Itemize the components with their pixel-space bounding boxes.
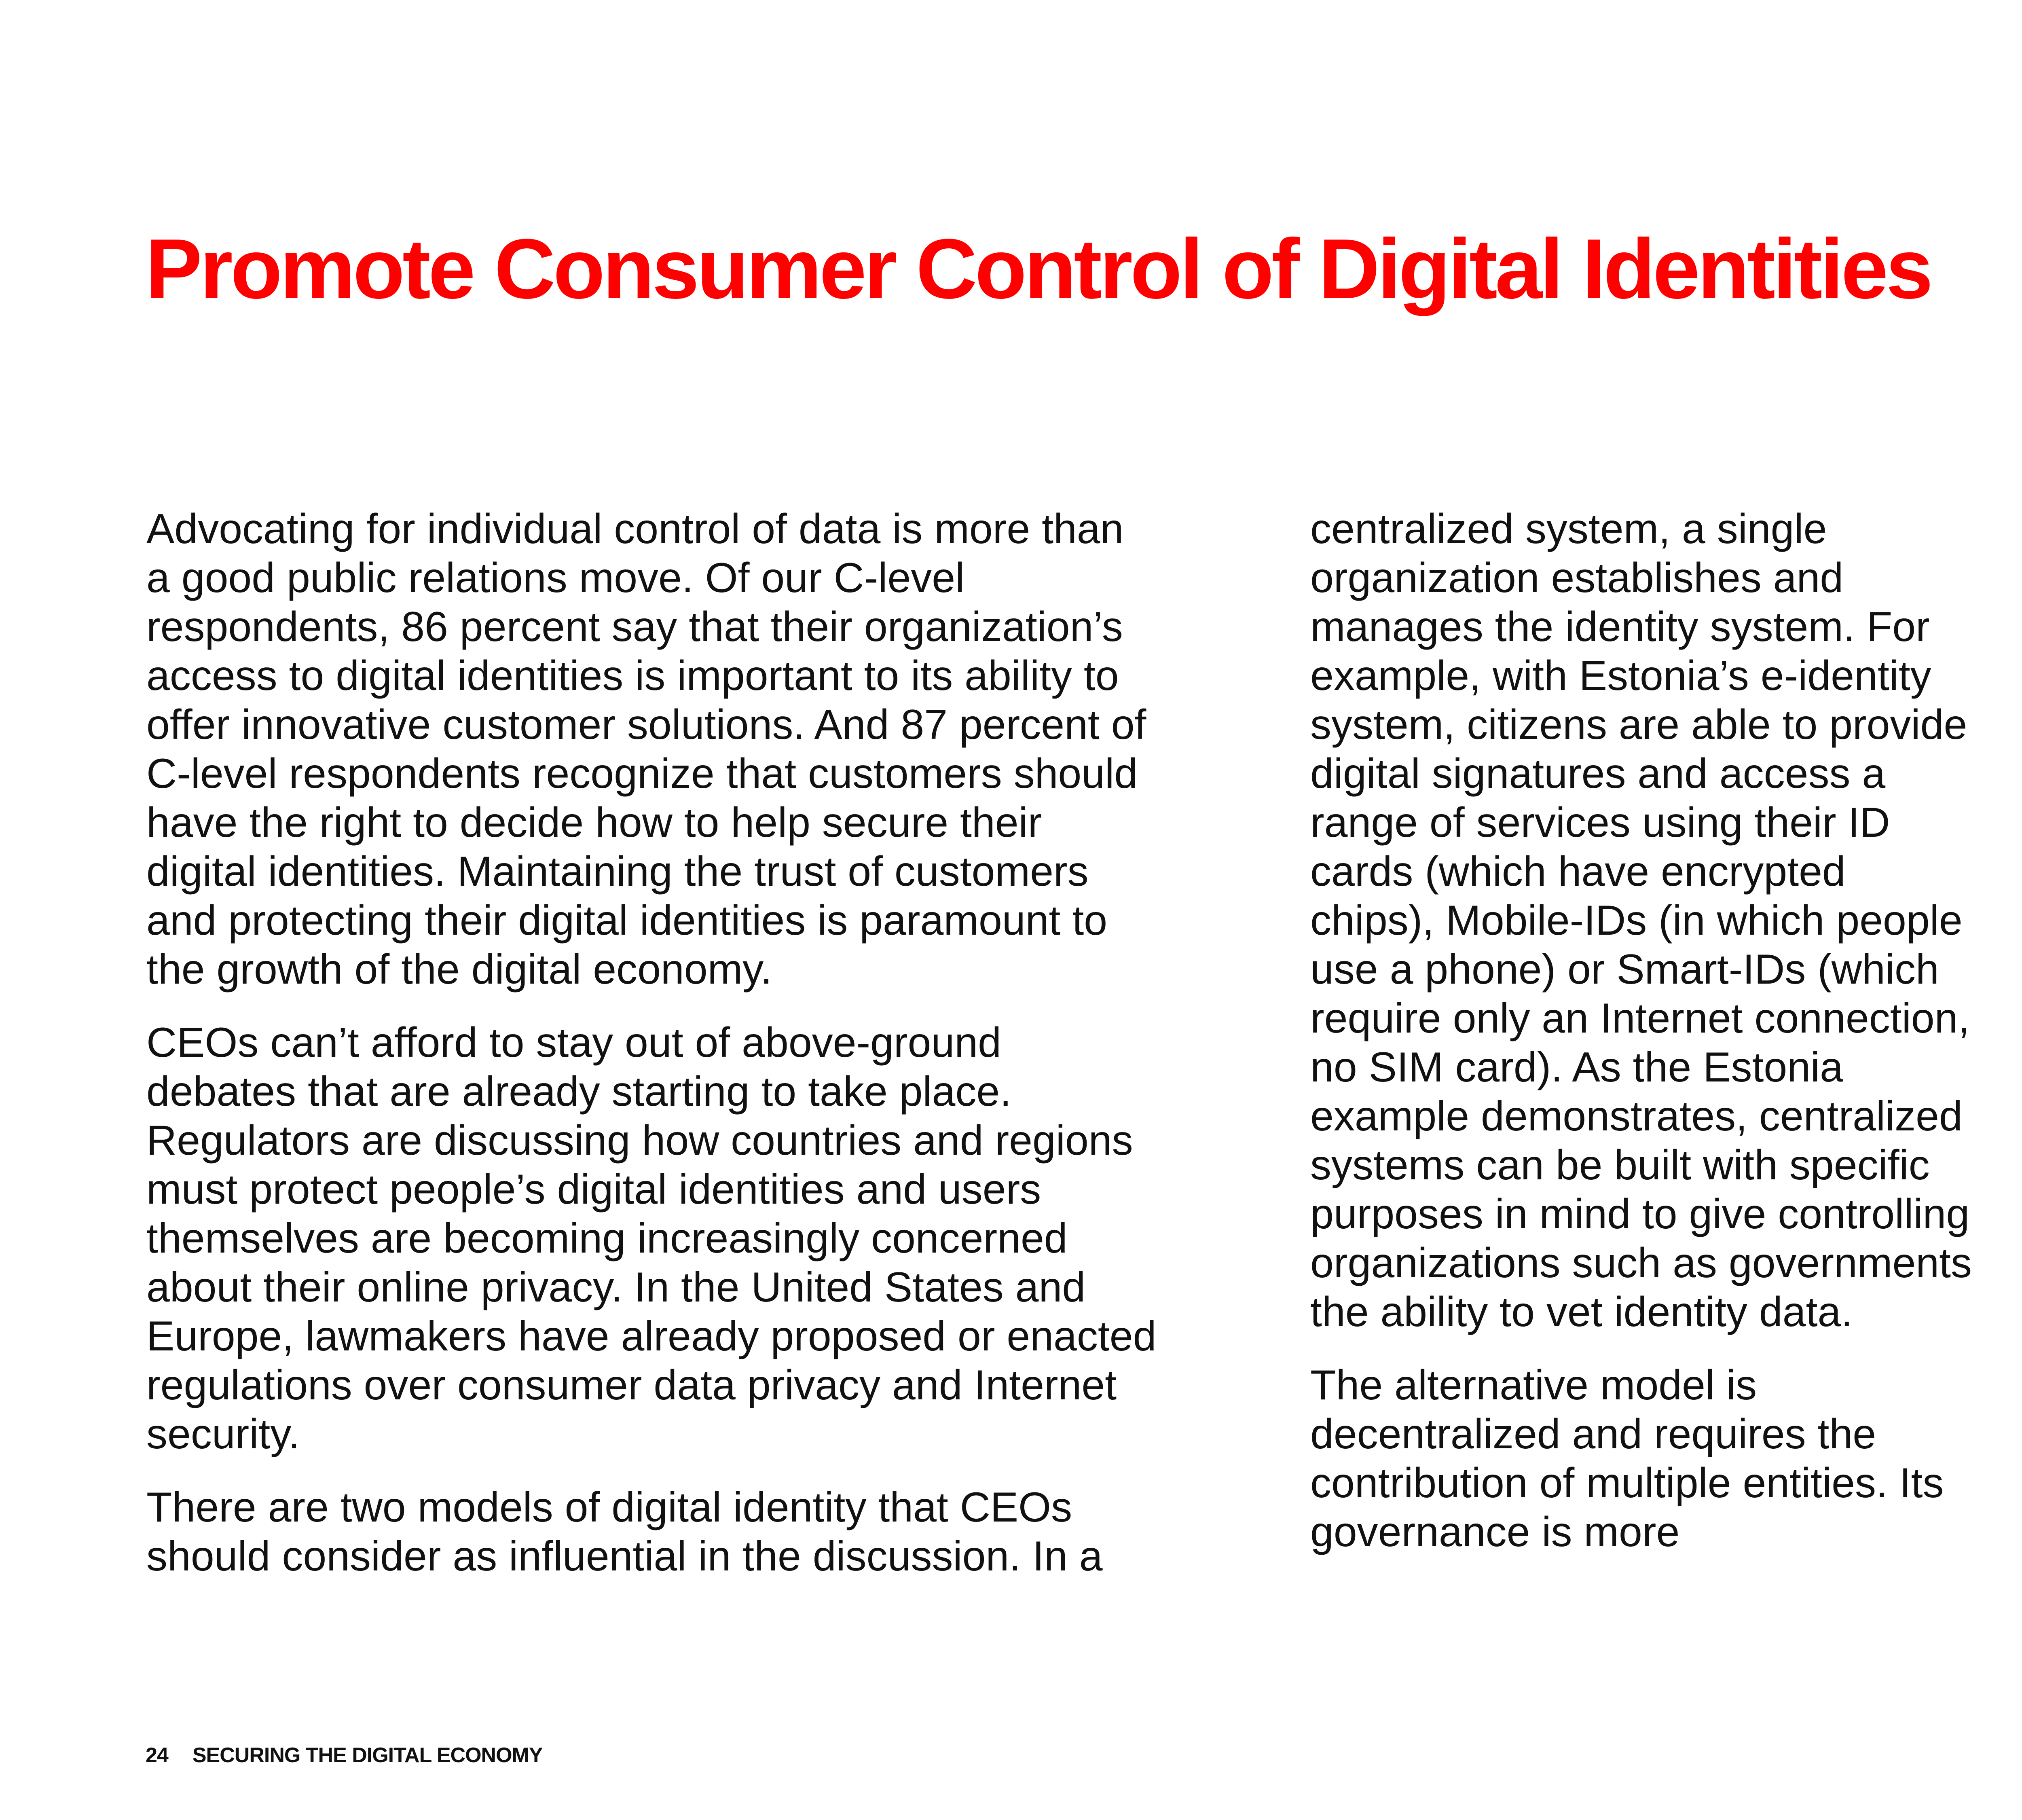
body-paragraph: CEOs can’t afford to stay out of above-ground debates that are already starting to take place. Regulators are discussing how countries and regions must protect people’s digital identities and users themselves are becoming increasingly concerned about their online privacy. In the United States and Europe, lawmakers have already proposed or enacted regulations over consumer data privacy and Internet security. [146,1019,1157,1458]
text-column-1 [146,505,1157,1605]
body-paragraph: The alternative model is decentralized and requires the contribution of multiple entities. Its governance is more [1310,1362,1944,1555]
publication-title: SECURING THE DIGITAL ECONOMY [192,1744,543,1767]
text-column-2 [1310,505,1973,1581]
body-paragraph: Advocating for individual control of data is more than a good public relations move. Of our C-level respondents, 86 percent say that their organization’s access to digital identities is important to its ability to offer innovative customer solutions. And 87 percent of C-level respondents recognize that customers should have the right to decide how to help secure their digital identities. Maintaining the trust of customers and protecting their digital identities is paramount to the growth of the digital economy. [146,506,1146,993]
page-number: 24 [146,1744,168,1767]
page-footer [146,1743,543,1767]
body-paragraph: centralized system, a single organization establishes and manages the identity system. For example, with Estonia’s e-identity system, citizens are able to provide digital signatures and access a range of services using their ID cards (which have encrypted chips), Mobile-IDs (in which people use a phone) or Smart-IDs (which require only an Internet connection, no SIM card). As the Estonia example demonstrates, centralized systems can be built with specific purposes in mind to give controlling organizations such as governments the ability to vet identity data. [1310,506,1972,1335]
body-paragraph: There are two models of digital identity that CEOs should consider as influential in the discussion. In a [146,1484,1103,1580]
page-title: Promote Consumer Control of Digital Identities [146,221,1931,316]
